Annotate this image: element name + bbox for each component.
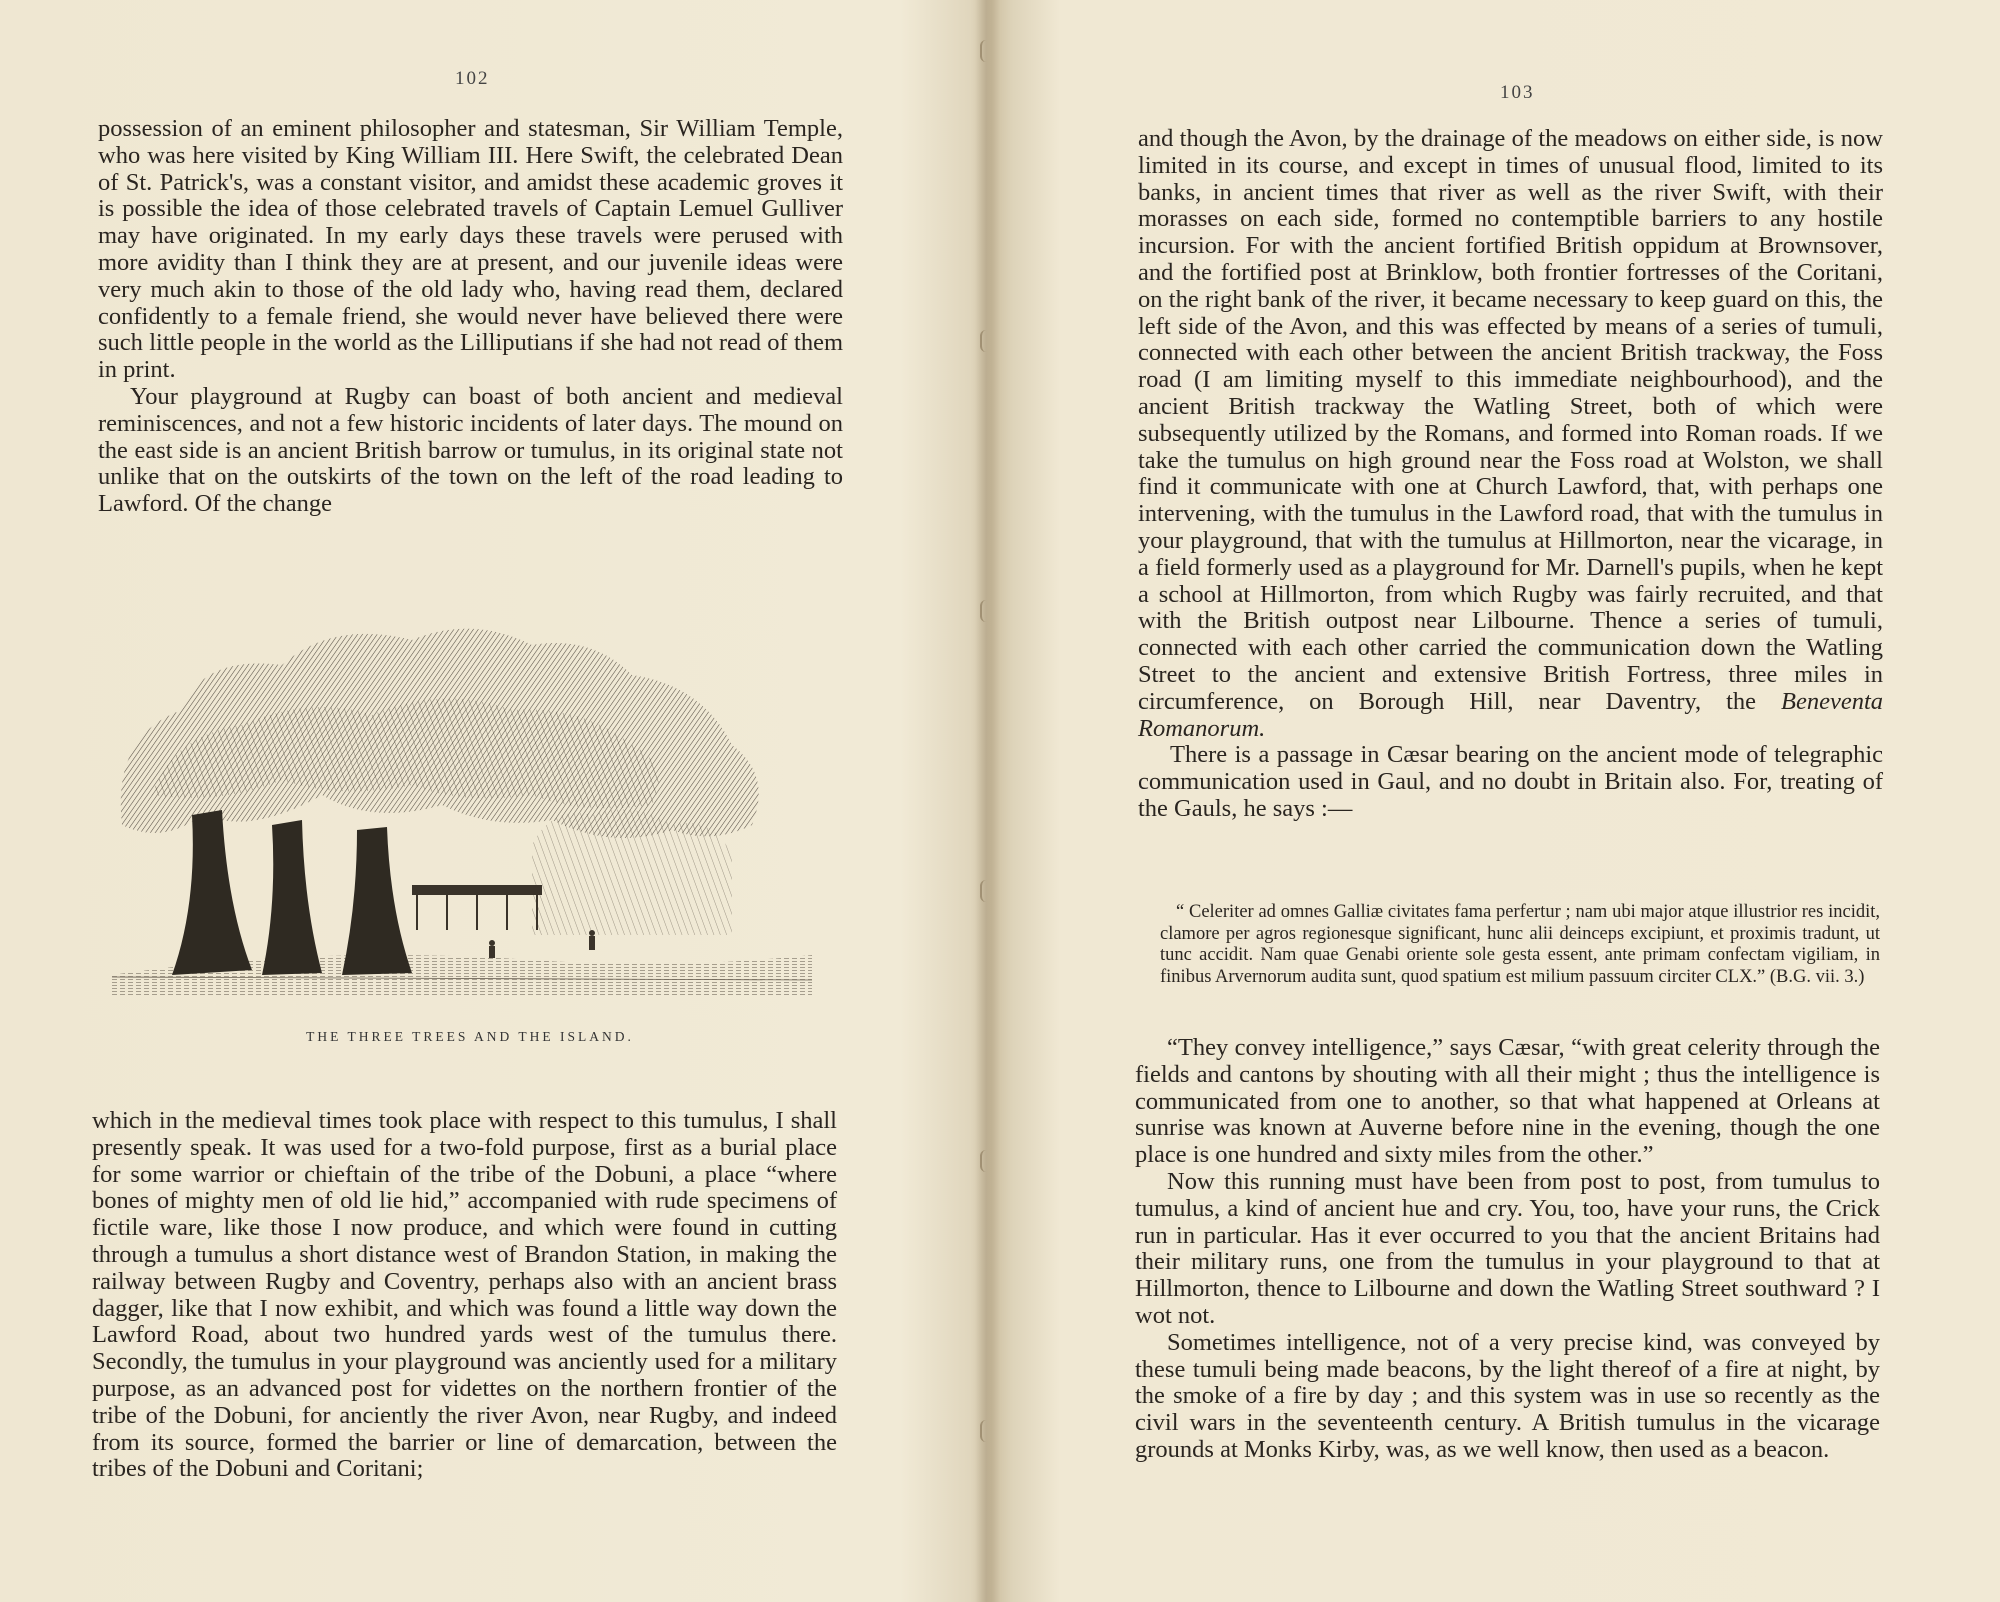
left-page	[0, 0, 975, 1602]
paragraph: Sometimes intelligence, not of a very precise kind, was conveyed by these tumuli being made beacons, by the light thereof of a fire at night, by the smoke of a fire by day ; and this system was in use so recently as the civil wars in the seventeenth century. A British tumulus in the vicarage grounds at Monks Kirby, was, as we well know, then used as a beacon.	[1135, 1328, 1880, 1463]
paragraph	[1138, 126, 1883, 742]
paragraph: possession of an eminent philosopher and statesman, Sir William Temple, who was here visited by King William III. Here Swift, the celebrated Dean of St. Patrick's, was a constant visitor, and amidst these academic groves it is possible the idea of those celebrated travels of Captain Lemuel Gulliver may have originated. In my early days these travels were perused with more avidity than I think they are at present, and our juvenile ideas were very much akin to those of the old lady who, having read them, declared confidently to a female friend, she would never have believed there were such little people in the world as the Lilliputians if she had not read of them in print.	[98, 115, 843, 384]
figure-caption: THE THREE TREES AND THE ISLAND.	[306, 1029, 634, 1044]
page-number: 103	[1500, 82, 1535, 103]
italic-place-name: Beneventa Romanorum.	[1138, 687, 1884, 742]
binding-stitch	[980, 1150, 996, 1172]
right-page	[1000, 0, 2000, 1602]
paragraph: “They convey intelligence,” says Cæsar, “with great celerity through the fields and cantons by shouting with all their might ; thus the intelligence is communicated from one to another, so that what happened at Orleans at sunrise was known at Auverne before nine in the evening, though the one place is one hundred and sixty miles from the other.”	[1135, 1034, 1880, 1169]
bottom-text-block	[92, 1108, 837, 1483]
paragraph: Your playground at Rugby can boast of both ancient and medieval reminiscences, and not a few historic incidents of later days. The mound on the east side is an ancient British barrow or tumulus, in its original state not unlike that on the outskirts of the town on the left of the road leading to Lawford. Of the change	[98, 382, 843, 518]
binding-stitch	[980, 880, 996, 902]
binding-stitch	[980, 40, 996, 62]
binding-stitch	[980, 330, 996, 352]
paragraph: which in the medieval times took place with respect to this tumulus, I shall presently speak. It was used for a two-fold purpose, first as a burial place for some warrior or chieftain of the tribe of the Dobuni, a place “where bones of mighty men of old lie hid,” accompanied with rude specimens of fictile ware, like those I now produce, and which were found in cutting through a tumulus a short distance west of Brandon Station, in making the railway between Rugby and Coventry, perhaps also with an ancient brass dagger, like that I now exhibit, and which was found a little way down the Lawford Road, about two hundred yards west of the tumulus there. Secondly, the tumulus in your playground was anciently used for a military purpose, as an advanced post for videttes on the northern frontier of the tribe of the Dobuni, for anciently the river Avon, near Rugby, and indeed from its source, formed the barrier or line of demarcation, between the tribes of the Dobuni and Coritani;	[92, 1107, 837, 1483]
main-text-block	[1138, 126, 1883, 823]
top-text-block	[98, 116, 843, 518]
binding-stitch	[980, 1420, 996, 1442]
engraving-illustration	[112, 615, 812, 995]
book-gutter	[975, 0, 1000, 1602]
latin-quotation: “ Celeriter ad omnes Galliæ civitates fama perfertur ; nam ubi major atque illustrior res incidit, clamore per agros regionesque significant, hunc alii deinceps excipiunt, et proximis tradunt, ut tunc accidit. Nam quae Genabi oriente sole gesta essent, ante primam confectam vigiliam, in finibus Arvernorum audita sunt, quod spatium est milium passuum circiter CLX.” (B.G. vii. 3.)	[1160, 902, 1880, 987]
page-number: 102	[455, 68, 490, 89]
lower-text-block	[1135, 1035, 1880, 1464]
paragraph: There is a passage in Cæsar bearing on the ancient mode of telegraphic communication used in Gaul, and no doubt in Britain also. For, treating of the Gauls, he says :—	[1138, 741, 1883, 822]
paragraph: Now this running must have been from post to post, from tumulus to tumulus, a kind of ancient hue and cry. You, too, have your runs, the Crick run in particular. Has it ever occurred to you that the ancient Britains had their military runs, one from the tumulus in your playground to that at Hillmorton, thence to Lilbourne and down the Watling Street southward ? I wot not.	[1135, 1167, 1880, 1329]
binding-stitch	[980, 600, 996, 622]
paragraph-text: and though the Avon, by the drainage of the meadows on either side, is now limited in its course, and except in times of unusual flood, limited to its banks, in ancient times that river as well as the river Swift, with their morasses on each side, formed no contemptible barriers to any hostile incursion. For with the ancient fortified British oppidum at Brownsover, and the fortified post at Brinklow, both frontier fortresses of the Coritani, on the right bank of the river, it became necessary to keep guard on this, the left side of the Avon, and this was effected by means of a series of tumuli, connected with each other between the ancient British trackway, the Foss road (I am limiting myself to this immediate neighbourhood), and the ancient British trackway the Watling Street, both of which were subsequently utilized by the Romans, and formed into Roman roads. If we take the tumulus on high ground near the Foss road at Wolston, we shall find it communicate with one at Church Lawford, that, with perhaps one intervening, with the tumulus in the Lawford road, that with the tumulus in your playground, that with the tumulus at Hillmorton, near the vicarage, in a field formerly used as a playground for Mr. Darnell's pupils, when he kept a school at Hillmorton, from which Rugby was fairly recruited, and that with the British outpost near Lilbourne. Thence a series of tumuli, connected with each other carried the communication down the Watling Street to the ancient and extensive British Fortress, three miles in circumference, on Borough Hill, near Daventry, the	[1138, 125, 1883, 715]
